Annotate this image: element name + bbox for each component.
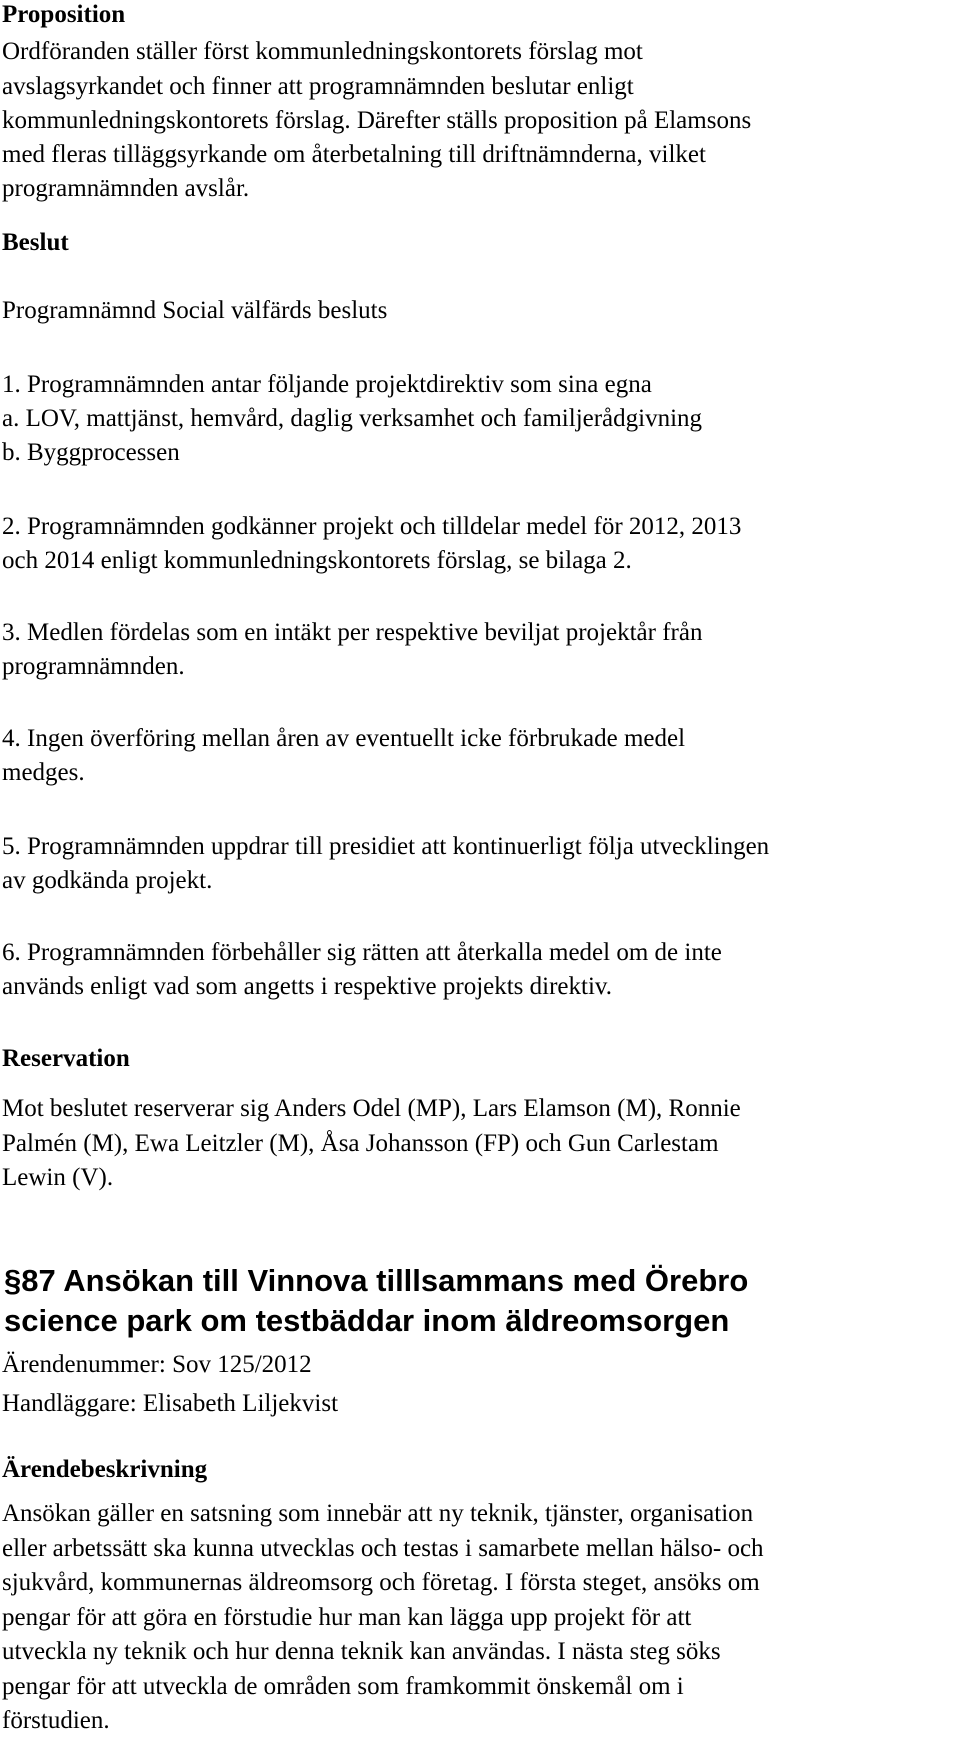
section-symbol: §: [4, 1263, 22, 1298]
beslut-item: används enligt vad som angetts i respektive projekts direktiv.: [2, 973, 613, 1000]
beslut-item: b. Byggprocessen: [2, 439, 180, 466]
reservation-line: Mot beslutet reserverar sig Anders Odel (MP), Lars Elamson (M), Ronnie: [2, 1095, 741, 1122]
beslut-item: och 2014 enligt kommunledningskontorets förslag, se bilaga 2.: [2, 547, 632, 574]
proposition-heading: Proposition: [2, 1, 126, 28]
proposition-line: med fleras tilläggsyrkande om återbetalning till driftnämnderna, vilket: [2, 141, 706, 168]
beslut-item: 3. Medlen fördelas som en intäkt per respektive beviljat projektår från: [2, 619, 703, 646]
section-87-title-line2: science park om testbäddar inom äldreomsorgen: [4, 1303, 730, 1338]
arendebeskrivning-heading: Ärendebeskrivning: [2, 1456, 208, 1483]
beslut-item: a. LOV, mattjänst, hemvård, daglig verksamhet och familjerådgivning: [2, 405, 703, 432]
beslut-item: 5. Programnämnden uppdrar till presidiet att kontinuerligt följa utvecklingen: [2, 833, 770, 860]
reservation-line: Lewin (V).: [2, 1164, 114, 1191]
handlaggare: Handläggare: Elisabeth Liljekvist: [2, 1390, 339, 1417]
arendebeskrivning-line: pengar för att göra en förstudie hur man kan lägga upp projekt för att: [2, 1604, 692, 1631]
beslut-heading: Beslut: [2, 229, 69, 256]
beslut-item: 6. Programnämnden förbehåller sig rätten att återkalla medel om de inte: [2, 939, 722, 966]
arendebeskrivning-line: utveckla ny teknik och hur denna teknik kan användas. I nästa steg söks: [2, 1638, 721, 1665]
arendenummer: Ärendenummer: Sov 125/2012: [2, 1351, 312, 1378]
beslut-item: medges.: [2, 759, 85, 786]
arendebeskrivning-line: pengar för att utveckla de områden som framkommit önskemål om i: [2, 1673, 684, 1700]
arendebeskrivning-line: förstudien.: [2, 1707, 110, 1734]
arendebeskrivning-line: sjukvård, kommunernas äldreomsorg och företag. I första steget, ansöks om: [2, 1569, 760, 1596]
arendebeskrivning-line: Ansökan gäller en satsning som innebär att ny teknik, tjänster, organisation: [2, 1500, 754, 1527]
beslut-item: 2. Programnämnden godkänner projekt och tilldelar medel för 2012, 2013: [2, 513, 742, 540]
beslut-item: programnämnden.: [2, 653, 185, 680]
proposition-line: avslagsyrkandet och finner att programnämnden beslutar enligt: [2, 73, 634, 100]
proposition-line: programnämnden avslår.: [2, 175, 250, 202]
beslut-item: 4. Ingen överföring mellan åren av eventuellt icke förbrukade medel: [2, 725, 686, 752]
section-87-title: [4, 1262, 748, 1300]
beslut-item: av godkända projekt.: [2, 867, 213, 894]
proposition-line: Ordföranden ställer först kommunledningskontorets förslag mot: [2, 38, 643, 65]
reservation-line: Palmén (M), Ewa Leitzler (M), Åsa Johansson (FP) och Gun Carlestam: [2, 1130, 719, 1157]
beslut-item: 1. Programnämnden antar följande projektdirektiv som sina egna: [2, 371, 652, 398]
reservation-heading: Reservation: [2, 1045, 130, 1072]
arendebeskrivning-line: eller arbetssätt ska kunna utvecklas och testas i samarbete mellan hälso- och: [2, 1535, 764, 1562]
proposition-line: kommunledningskontorets förslag. Därefter ställs proposition på Elamsons: [2, 107, 752, 134]
beslut-subheading: Programnämnd Social välfärds besluts: [2, 297, 388, 324]
section-87-title-line1: 87 Ansökan till Vinnova tilllsammans med Örebro: [21, 1263, 749, 1298]
